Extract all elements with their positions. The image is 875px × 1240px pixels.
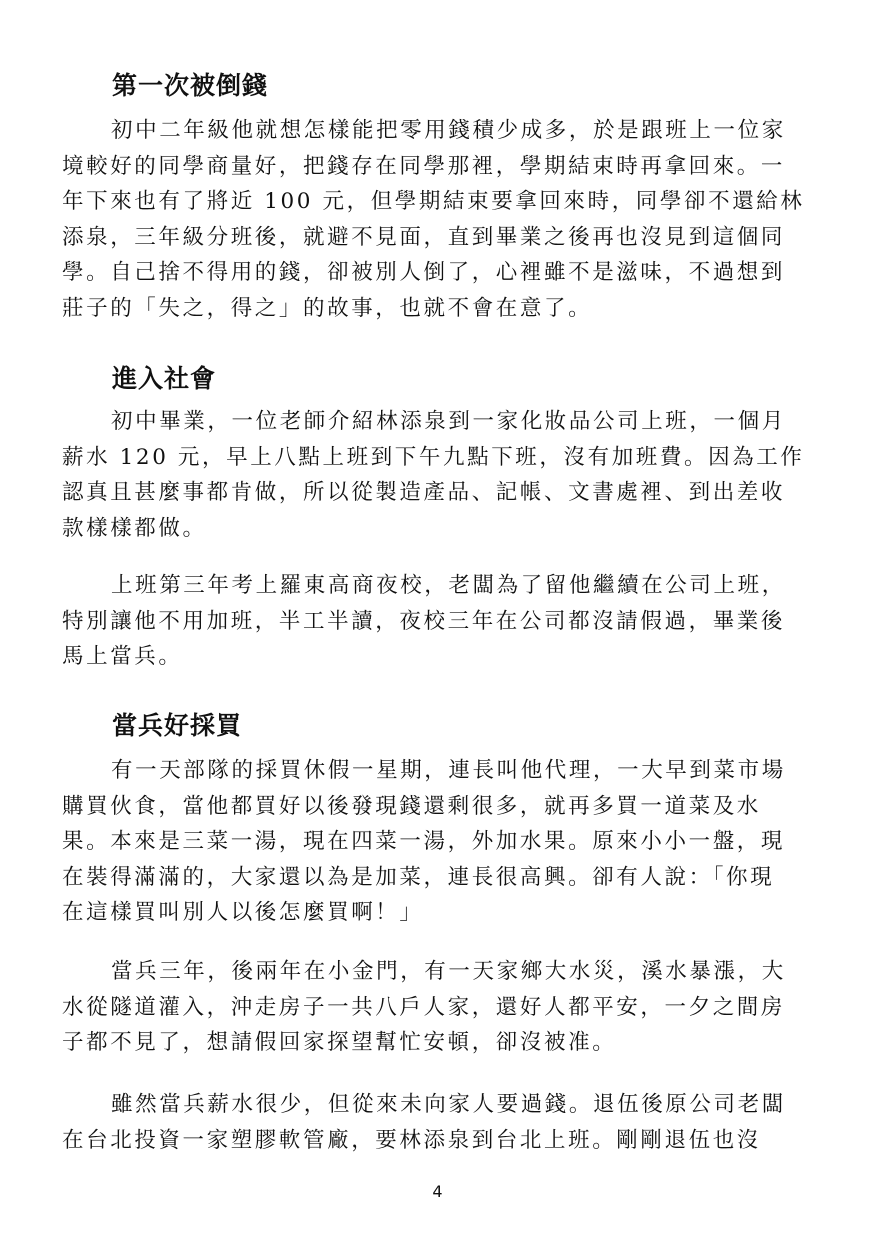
text-line: 有一天部隊的採買休假一星期，連長叫他代理，一大早到菜市場 [111,758,786,783]
text-line: 雖然當兵薪水很少，但從來未向家人要過錢。退伍後原公司老闆 [111,1092,786,1117]
paragraph [62,113,822,326]
text-line: 款樣樣都做。 [62,515,207,541]
text-line: 在台北投資一家塑膠軟管廠，要林添泉到台北上班。剛剛退伍也沒 [62,1127,761,1153]
text-line: 在這樣買叫別人以後怎麼買啊！」 [62,900,424,925]
text-line: 境較好的同學商量好，把錢存在同學那裡，學期結束時再拿回來。一 [62,153,786,179]
section-heading-entering-society: 進入社會 [112,364,217,393]
paragraph [62,404,822,546]
text-line: 上班第三年考上羅東高商夜校，老闆為了留他繼續在公司上班， [111,573,786,598]
text-line: 初中畢業，一位老師介紹林添泉到一家化妝品公司上班，一個月 [111,409,786,434]
paragraph [62,954,822,1061]
text-line: 水從隧道灌入，沖走房子一共八戶人家，還好人都平安，一夕之間房 [62,994,786,1020]
paragraph [62,753,822,931]
text-line: 初中二年級他就想怎樣能把零用錢積少成多，於是跟班上一位家 [111,118,786,143]
text-line: 購買伙食，當他都買好以後發現錢還剩很多，就再多買一道菜及水 [62,793,761,819]
paragraph [62,1087,822,1158]
text-line: 當兵三年，後兩年在小金門，有一天家鄉大水災，溪水暴漲，大 [111,959,786,984]
text-line: 特別讓他不用加班，半工半讀，夜校三年在公司都沒請假過，畢業後 [62,608,786,634]
section-heading-first-bad-debt: 第一次被倒錢 [112,71,269,100]
text-line: 添泉，三年級分班後，就避不見面，直到畢業之後再也沒見到這個同 [62,224,786,250]
text-line: 在裝得滿滿的，大家還以為是加菜，連長很高興。卻有人說：「你現 [62,864,775,890]
text-line: 年下來也有了將近 100 元，但學期結束要拿回來時，同學卻不還給林 [62,189,805,214]
text-line: 認真且甚麼事都肯做，所以從製造產品、記帳、文書處裡、到出差收 [62,480,786,505]
paragraph [62,568,822,675]
text-line: 莊子的「失之，得之」的故事，也就不會在意了。 [62,295,593,321]
page-number: 4 [432,1182,443,1201]
text-line: 子都不見了，想請假回家探望幫忙安頓，卻沒被准。 [62,1030,617,1055]
text-line: 學。自己捨不得用的錢，卻被別人倒了，心裡雖不是滋味，不過想到 [62,260,786,285]
text-line: 果。本來是三菜一湯，現在四菜一湯，外加水果。原來小小一盤，現 [62,829,786,854]
text-line: 馬上當兵。 [62,644,183,669]
text-line: 薪水 120 元，早上八點上班到下午九點下班，沒有加班費。因為工作 [62,444,805,470]
section-heading-military-purchasing: 當兵好採買 [112,711,243,740]
